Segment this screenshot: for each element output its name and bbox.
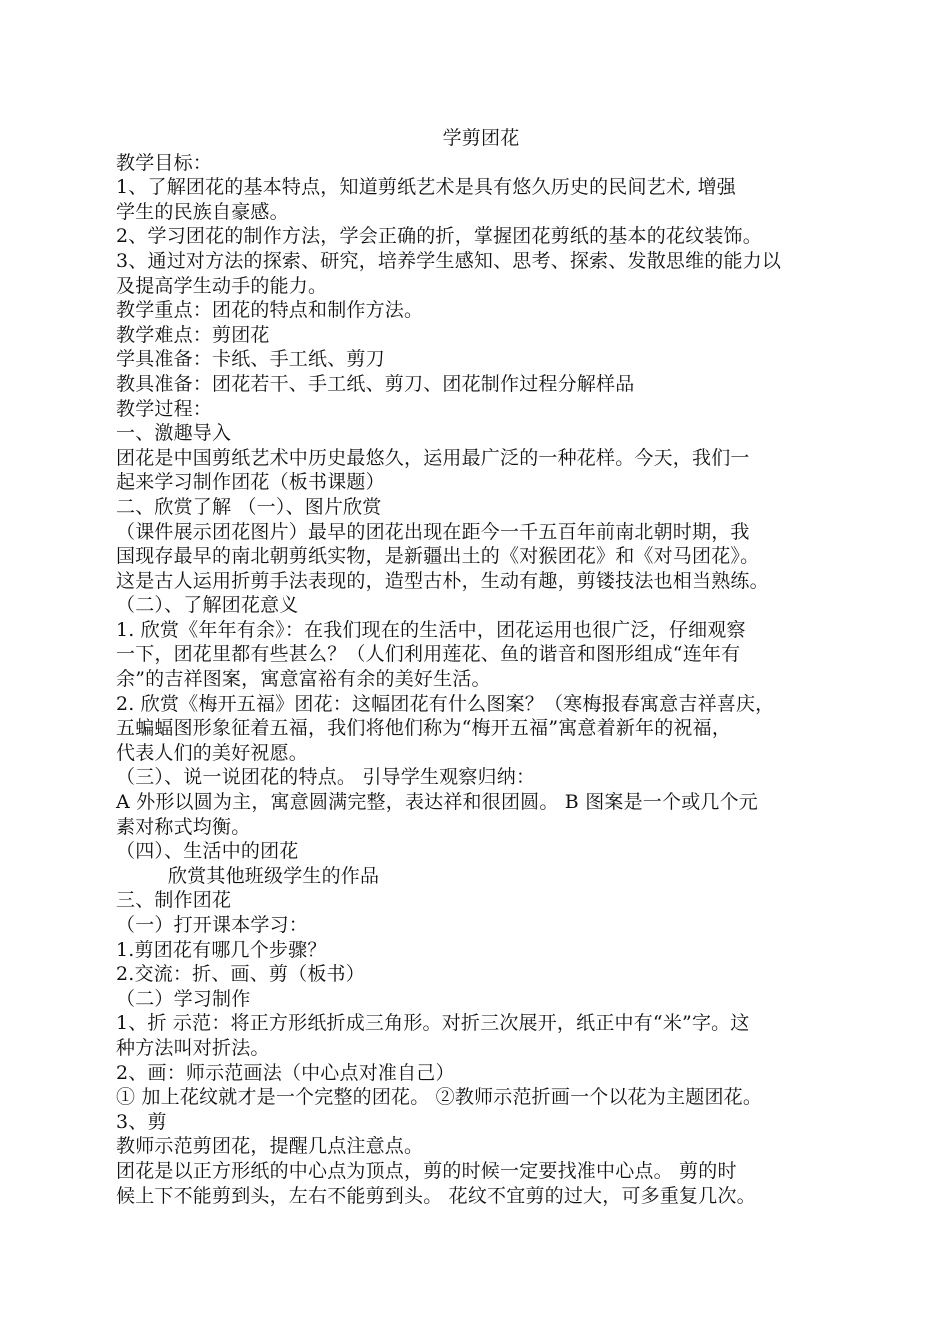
text-line: 候上下不能剪到头，左右不能剪到头。 花纹不宜剪的过大，可多重复几次。 — [116, 1184, 756, 1207]
text-line: 3、通过对方法的探索、研究，培养学生感知、思考、探索、发散思维的能力以 — [116, 249, 782, 272]
text-line: （一）打开课本学习： — [116, 914, 309, 936]
text-line: 教学重点：团花的特点和制作方法。 — [116, 299, 424, 322]
text-line: 学生的民族自豪感。 — [116, 200, 289, 223]
text-line: 1. 欣赏《年年有余》：在我们现在的生活中，团花运用也很广泛，仔细观察 — [116, 618, 746, 641]
text-line: 教学过程： — [116, 397, 213, 420]
text-line: 1、折 示范：将正方形纸折成三角形。对折三次展开，纸正中有“米”字。这 — [116, 1012, 750, 1035]
text-line: （四）、生活中的团花 — [116, 840, 299, 863]
text-line: 2、学习团花的制作方法，学会正确的折，掌握团花剪纸的基本的花纹装饰。 — [116, 225, 762, 248]
text-line: 教师示范剪团花，提醒几点注意点。 — [116, 1135, 424, 1158]
text-line: （二）学习制作 — [116, 987, 251, 1010]
text-line: 2、画：师示范画法（中心点对准自己） — [116, 1061, 455, 1084]
text-line: 教学难点：剪团花 — [116, 323, 270, 346]
text-line: 素对称式均衡。 — [116, 815, 251, 838]
text-line: 国现存最早的南北朝剪纸实物，是新疆出土的《对猴团花》和《对马团花》。 — [116, 545, 760, 568]
text-line: （二）、了解团花意义 — [116, 594, 299, 617]
text-line: 团花是中国剪纸艺术中历史最悠久，运用最广泛的一种花样。今天，我们一 — [116, 446, 750, 469]
text-line: （三）、说一说团花的特点。 引导学生观察归纳： — [116, 766, 536, 789]
text-line: 一、激趣导入 — [116, 422, 232, 445]
document-body — [116, 126, 846, 1208]
text-line: A 外形以圆为主，寓意圆满完整，表达祥和很团圆。 B 图案是一个或几个元 — [116, 791, 759, 814]
text-line: 欣赏其他班级学生的作品 — [168, 864, 380, 887]
text-line: 2.交流：折、画、剪（板书） — [116, 963, 365, 986]
text-line: 2. 欣赏《梅开五福》团花：这幅团花有什么图案？（寒梅报春寓意吉祥喜庆， — [116, 692, 775, 715]
text-line: 教具准备：团花若干、手工纸、剪刀、团花制作过程分解样品 — [116, 372, 635, 395]
text-line: 种方法叫对折法。 — [116, 1036, 270, 1059]
text-line: 三、制作团花 — [116, 889, 232, 912]
text-line: 这是古人运用折剪手法表现的，造型古朴，生动有趣，剪镂技法也相当熟练。 — [116, 569, 769, 592]
text-line: 五蝙蝠图形象征着五福，我们将他们称为“梅开五福”寓意着新年的祝福， — [116, 717, 732, 740]
document-title: 学剪团花 — [442, 127, 520, 149]
text-line: 一下，团花里都有些甚么？（人们利用莲花、鱼的谐音和图形组成“连年有 — [116, 643, 741, 666]
text-line: 学具准备：卡纸、手工纸、剪刀 — [116, 348, 385, 371]
text-line: 团花是以正方形纸的中心点为顶点，剪的时候一定要找准中心点。 剪的时 — [116, 1159, 737, 1182]
text-line: 二、欣赏了解 （一）、图片欣赏 — [116, 495, 382, 518]
text-line: 3、剪 — [116, 1110, 167, 1133]
text-line: 及提高学生动手的能力。 — [116, 274, 328, 297]
text-line: 代表人们的美好祝愿。 — [116, 741, 309, 764]
text-line: 1.剪团花有哪几个步骤？ — [116, 938, 327, 961]
text-line: 1、了解团花的基本特点，知道剪纸艺术是具有悠久历史的民间艺术, 增强 — [116, 176, 736, 199]
text-line: （课件展示团花图片）最早的团花出现在距今一千五百年前南北朝时期，我 — [116, 520, 750, 543]
text-line: 余”的吉祥图案，寓意富裕有余的美好生活。 — [116, 668, 491, 691]
text-line: 教学目标： — [116, 151, 213, 174]
text-line: ① 加上花纹就才是一个完整的团花。 ②教师示范折画一个以花为主题团花。 — [116, 1086, 763, 1109]
text-line: 起来学习制作团花（板书课题） — [116, 471, 385, 494]
